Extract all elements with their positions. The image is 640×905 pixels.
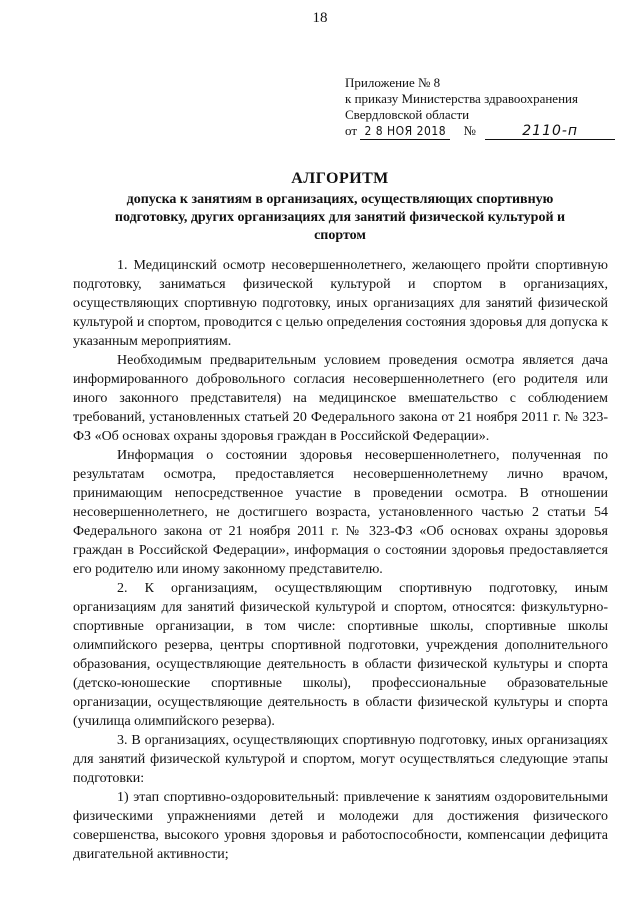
document-title: АЛГОРИТМ [291,170,389,187]
page-number: 18 [312,10,328,26]
date-prefix: от [345,123,358,138]
document-subtitle: допуска к занятиям в организациях, осуществляющих спортивную подготовку, других организациях для занятий физической культурой и спортом [114,192,566,243]
appendix-date-line [345,123,615,140]
appendix-line-2: к приказу Министерства здравоохранения [345,91,578,106]
paragraph-4: 2. К организациям, осуществляющим спортивную подготовку, иным организациям для занятий физической культурой и спортом, относятся: физкультурно-спортивные организации, в том числе: спортивные школы, спортивные школы олимпийского резерва, центры спортивной подготовки, учреждения дополнительного образования, осуществляющие деятельность в области физической культуры и спорта (детско-юношеские спортивные школы), профессиональные образовательные организации, осуществляющие деятельность в области физической культуры и спорта (училища олимпийского резерва). [73,581,608,729]
appendix-header [345,75,615,140]
handwritten-order-number: 2110-п [485,123,615,140]
paragraph-2: Необходимым предварительным условием проведения осмотра является дача информированного добровольного согласия несовершеннолетнего (его родителя или иного законного представителя) на медицинское вмешательство с соблюдением требований, установленных статьей 20 Федерального закона от 21 ноября 2011 г. № 323-ФЗ «Об основах охраны здоровья граждан в Российской Федерации». [73,353,608,444]
number-sign: № [463,123,476,138]
appendix-line-3: Свердловской области [345,107,470,122]
document-body [73,256,608,864]
date-stamp: 2 8 НОЯ 2018 [360,123,450,140]
paragraph-1: 1. Медицинский осмотр несовершеннолетнего, желающего пройти спортивную подготовку, заниматься физической культурой и спортом в организациях, осуществляющих спортивную подготовку, иных организациях для занятий физической культурой и спортом, проводится с целью определения состояния здоровья для допуска к указанным мероприятиям. [73,258,608,349]
paragraph-6: 1) этап спортивно-оздоровительный: привлечение к занятиям оздоровительными физическими упражнениями детей и молодежи для достижения физического совершенства, высокого уровня здоровья и работоспособности, компенсации дефицита двигательной активности; [73,790,608,862]
paragraph-5: 3. В организациях, осуществляющих спортивную подготовку, иных организациях для занятий физической культурой и спортом, могут осуществляться следующие этапы подготовки: [73,733,608,786]
paragraph-3: Информация о состоянии здоровья несовершеннолетнего, полученная по результатам осмотра, предоставляется несовершеннолетнему лично врачом, принимающим непосредственное участие в проведении осмотра. В отношении несовершеннолетнего, не достигшего возраста, установленного частью 2 статьи 54 Федерального закона от 21 ноября 2011 г. № 323-ФЗ «Об основах охраны здоровья граждан в Российской Федерации», информация о состоянии здоровья предоставляется его родителю или иному законному представителю. [73,448,608,577]
document-title-block [70,170,610,245]
appendix-line-1: Приложение № 8 [345,75,441,90]
